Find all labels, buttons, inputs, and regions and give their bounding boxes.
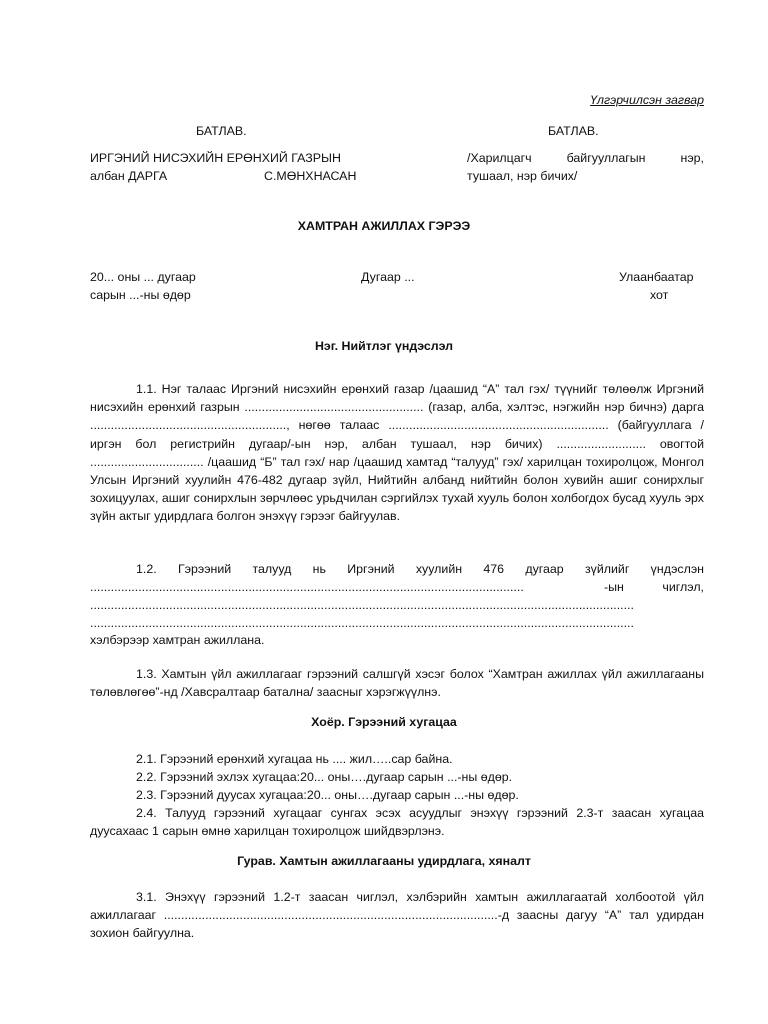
paragraph-2-3: 2.3. Гэрээний дуусах хугацаа:20... оны….дугаар сарын ...-ны өдөр.: [136, 788, 519, 802]
paragraph-1-1: 1.1. Нэг талаас Иргэний нисэхийн ерөнхий газар /цаашид “А” тал гэх/ түүнийг төлөөлж Иргэний нисэхийн ерөнхий газрын .................................................... (газар, алба, хэлтэс, нэгжийн нэр бичнэ) дарга ........................................................., нөгөө талаас ................................................................ (байгууллага /иргэн бол регистрийн дугаар/-ын нэр, албан тушаал, нэр бичих) .......................... овогтой ................................. /цаашид “Б” тал гэх/ нар /цаашид хамтад “талууд” гэх/ харилцан тохиролцож, Монгол Улсын Иргэний хуулийн 476-482 дугаар зүйл, Нийтийн албанд нийтийн болон хувийн ашиг сонирхлыг зохицуулах, ашиг сонирхлын зөрчлөөс урьдчилан сэргийлэх тухай хууль болон холбогдох бусад хууль эрх зүйн актыг удирдлага болгон энэхүү гэрээг байгуулав.: [90, 382, 704, 524]
right-org-line2: тушаал, нэр бичих/: [467, 169, 578, 183]
paragraph-1-2-dots3: ..............................................................................................................................................................: [90, 616, 634, 630]
section1-title: Нэг. Нийтлэг үндэслэл: [314, 339, 454, 353]
paragraph-3-1: 3.1. Энэхүү гэрээний 1.2-т заасан чиглэл, хэлбэрийн хамтын ажиллагаатай холбоотой үйл ажиллагааг .................................................................................................-д заасны дагуу “А” тал удирдан зохион байгуулна.: [90, 890, 704, 941]
paragraph-1-2-line2-end: -ын чиглэл,: [604, 580, 704, 594]
section2-title: Хоёр. Гэрээний хугацаа: [311, 715, 457, 729]
sample-label: Үлгэрчилсэн загвар: [590, 93, 704, 107]
left-org-line1: ИРГЭНИЙ НИСЭХИЙН ЕРӨНХИЙ ГАЗРЫН: [90, 151, 341, 165]
city-line1: Улаанбаатар: [619, 270, 694, 284]
document-number: Дугаар ...: [361, 270, 415, 284]
document-title: ХАМТРАН АЖИЛЛАХ ГЭРЭЭ: [297, 219, 471, 233]
left-org-line2a: албан ДАРГА: [90, 169, 168, 183]
approve-left: БАТЛАВ.: [196, 124, 247, 138]
date-line2: сарын ...-ны өдөр: [90, 288, 191, 302]
paragraph-1-2-dots1: ..............................................................................................................................: [90, 580, 524, 594]
paragraph-1-2-line5: хэлбэрээр хамтран ажиллана.: [90, 633, 265, 647]
paragraph-1-2-dots2: ..............................................................................................................................................................: [90, 598, 634, 612]
paragraph-2-2: 2.2. Гэрээний эхлэх хугацаа:20... оны….дугаар сарын ...-ны өдөр.: [136, 770, 513, 784]
approve-right: БАТЛАВ.: [548, 124, 599, 138]
paragraph-1-2-line1: 1.2. Гэрээний талууд нь Иргэний хуулийн 476 дугаар зүйлийг үндэслэн: [136, 562, 704, 576]
city-line2: хот: [650, 288, 669, 302]
section3-title: Гурав. Хамтын ажиллагааны удирдлага, хяналт: [237, 854, 531, 868]
left-org-line2b: С.МӨНХНАСАН: [264, 169, 357, 183]
paragraph-1-3: 1.3. Хамтын үйл ажиллагааг гэрээний салшгүй хэсэг болох “Хамтран ажиллах үйл ажиллагааны төлөвлөгөө”-нд /Хавсралтаар батална/ заасныг хэрэгжүүлнэ.: [90, 667, 704, 700]
paragraph-2-4: 2.4. Талууд гэрээний хугацааг сунгах эсэх асуудлыг энэхүү гэрээний 2.3-т заасан хугацаа дуусахаас 1 сарын өмнө харилцан тохиролцож шийдвэрлэнэ.: [90, 806, 704, 839]
right-org-line1: /Харилцагч байгууллагын нэр,: [467, 151, 704, 165]
date-line1: 20... оны ... дугаар: [90, 270, 196, 284]
paragraph-2-1: 2.1. Гэрээний ерөнхий хугацаа нь .... жил…..сар байна.: [136, 752, 453, 766]
